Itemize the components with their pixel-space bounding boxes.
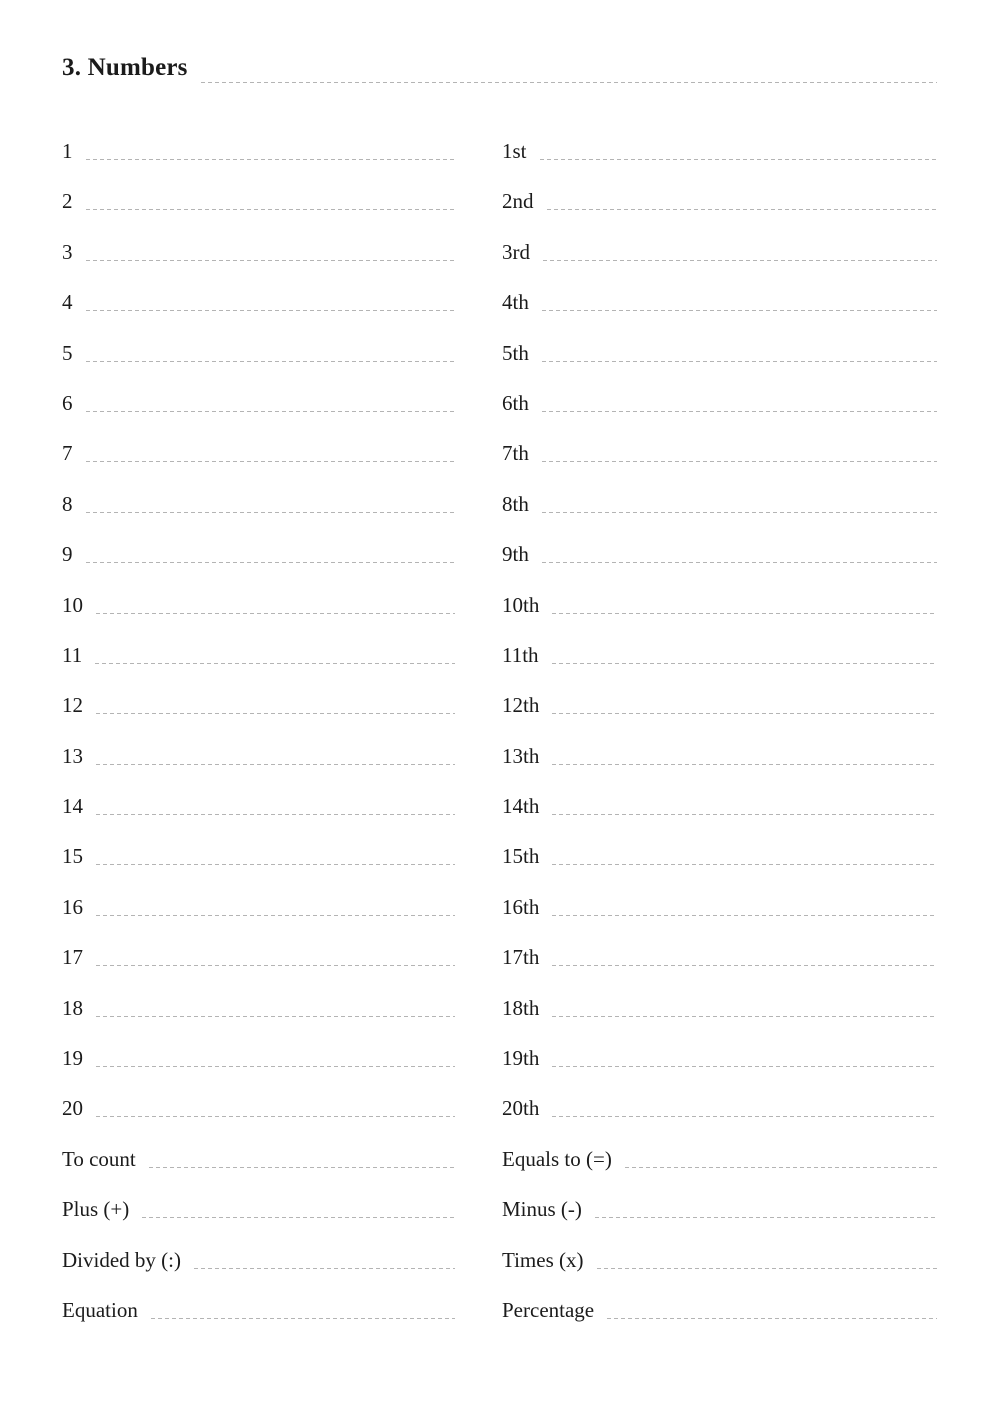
vocab-row xyxy=(62,227,455,277)
vocab-row xyxy=(502,680,937,730)
answer-line xyxy=(552,864,937,865)
vocab-row xyxy=(502,1285,937,1335)
term-label: 11th xyxy=(502,642,539,667)
numbers-column xyxy=(62,126,455,1335)
vocab-row xyxy=(502,983,937,1033)
vocab-columns xyxy=(62,126,937,1335)
vocab-row xyxy=(502,580,937,630)
term-label: 9 xyxy=(62,542,73,567)
vocab-row xyxy=(62,781,455,831)
answer-line xyxy=(542,512,937,513)
answer-line xyxy=(597,1268,938,1269)
term-label: 12th xyxy=(502,693,540,718)
section-header xyxy=(62,53,937,83)
answer-line xyxy=(96,613,455,614)
vocab-row xyxy=(502,479,937,529)
answer-line xyxy=(542,361,937,362)
answer-line xyxy=(552,915,937,916)
vocab-row xyxy=(62,1184,455,1234)
vocab-row xyxy=(62,1033,455,1083)
term-label: 16th xyxy=(502,894,540,919)
answer-line xyxy=(149,1167,455,1168)
answer-line xyxy=(86,512,456,513)
vocab-row xyxy=(502,1083,937,1133)
vocab-row xyxy=(502,1033,937,1083)
answer-line xyxy=(595,1217,937,1218)
vocab-row xyxy=(502,378,937,428)
term-label: Equation xyxy=(62,1297,138,1322)
vocab-row xyxy=(62,932,455,982)
answer-line xyxy=(86,209,456,210)
vocab-row xyxy=(62,831,455,881)
vocab-row xyxy=(62,328,455,378)
vocab-row xyxy=(62,630,455,680)
answer-line xyxy=(547,209,938,210)
vocab-row xyxy=(502,126,937,176)
vocab-row xyxy=(62,1134,455,1184)
title-answer-line xyxy=(201,82,937,83)
term-label: 15th xyxy=(502,844,540,869)
answer-line xyxy=(96,864,455,865)
term-label: To count xyxy=(62,1146,136,1171)
answer-line xyxy=(552,814,937,815)
term-label: 1 xyxy=(62,139,73,163)
ordinals-column xyxy=(502,126,937,1335)
answer-line xyxy=(552,764,937,765)
term-label: Times (x) xyxy=(502,1247,584,1272)
answer-line xyxy=(86,461,456,462)
term-label: Divided by (:) xyxy=(62,1247,181,1272)
answer-line xyxy=(96,965,455,966)
vocab-row xyxy=(502,781,937,831)
vocab-row xyxy=(62,479,455,529)
term-label: 10th xyxy=(502,592,540,617)
answer-line xyxy=(95,663,455,664)
vocab-row xyxy=(62,529,455,579)
vocab-row xyxy=(502,1184,937,1234)
vocab-row xyxy=(62,176,455,226)
vocab-row xyxy=(62,277,455,327)
term-label: 2nd xyxy=(502,189,534,214)
term-label: 17 xyxy=(62,945,83,970)
term-label: 5 xyxy=(62,340,73,365)
vocab-row xyxy=(502,176,937,226)
term-label: 15 xyxy=(62,844,83,869)
term-label: 19 xyxy=(62,1046,83,1071)
vocab-row xyxy=(62,983,455,1033)
answer-line xyxy=(543,260,937,261)
term-label: 13th xyxy=(502,743,540,768)
vocab-row xyxy=(502,227,937,277)
term-label: 12 xyxy=(62,693,83,718)
vocab-row xyxy=(502,428,937,478)
answer-line xyxy=(552,965,937,966)
term-label: 18th xyxy=(502,995,540,1020)
answer-line xyxy=(96,1016,455,1017)
answer-line xyxy=(96,764,455,765)
term-label: 20 xyxy=(62,1096,83,1121)
vocab-row xyxy=(502,630,937,680)
vocab-row xyxy=(62,882,455,932)
vocab-row xyxy=(502,882,937,932)
answer-line xyxy=(625,1167,937,1168)
vocab-row xyxy=(62,1285,455,1335)
answer-line xyxy=(552,1116,937,1117)
answer-line xyxy=(142,1217,455,1218)
answer-line xyxy=(542,310,937,311)
term-label: 16 xyxy=(62,894,83,919)
term-label: 9th xyxy=(502,542,529,567)
term-label: 8 xyxy=(62,491,73,516)
term-label: 6 xyxy=(62,390,73,415)
term-label: 3rd xyxy=(502,239,530,264)
answer-line xyxy=(194,1268,455,1269)
term-label: 11 xyxy=(62,642,83,667)
term-label: 7 xyxy=(62,441,73,466)
answer-line xyxy=(96,915,455,916)
answer-line xyxy=(86,562,456,563)
term-label: Percentage xyxy=(502,1297,595,1322)
vocab-row xyxy=(502,831,937,881)
answer-line xyxy=(607,1318,937,1319)
vocab-row xyxy=(62,1235,455,1285)
answer-line xyxy=(86,159,456,160)
vocab-row xyxy=(502,277,937,327)
answer-line xyxy=(86,260,456,261)
term-label: 19th xyxy=(502,1046,540,1071)
term-label: Minus (-) xyxy=(502,1197,582,1222)
term-label: Plus (+) xyxy=(62,1197,130,1222)
answer-line xyxy=(542,562,937,563)
vocab-row xyxy=(62,731,455,781)
answer-line xyxy=(151,1318,455,1319)
vocab-row xyxy=(502,932,937,982)
answer-line xyxy=(96,1066,455,1067)
term-label: 1st xyxy=(502,139,527,163)
vocab-row xyxy=(62,428,455,478)
answer-line xyxy=(96,1116,455,1117)
answer-line xyxy=(552,1016,937,1017)
answer-line xyxy=(542,461,937,462)
term-label: Equals to (=) xyxy=(502,1146,612,1171)
term-label: 18 xyxy=(62,995,83,1020)
vocab-row xyxy=(62,680,455,730)
answer-line xyxy=(86,361,456,362)
term-label: 6th xyxy=(502,390,529,415)
answer-line xyxy=(552,1066,937,1067)
answer-line xyxy=(552,713,937,714)
page-title: 3. Numbers xyxy=(62,54,188,81)
term-label: 10 xyxy=(62,592,83,617)
term-label: 8th xyxy=(502,491,529,516)
answer-line xyxy=(552,613,937,614)
answer-line xyxy=(542,411,937,412)
answer-line xyxy=(86,310,456,311)
answer-line xyxy=(86,411,456,412)
vocab-row xyxy=(502,328,937,378)
term-label: 3 xyxy=(62,239,73,264)
vocab-row xyxy=(62,580,455,630)
answer-line xyxy=(96,713,455,714)
term-label: 7th xyxy=(502,441,529,466)
vocab-row xyxy=(62,1083,455,1133)
vocab-row xyxy=(62,378,455,428)
answer-line xyxy=(540,159,937,160)
term-label: 20th xyxy=(502,1096,540,1121)
term-label: 4th xyxy=(502,290,529,315)
term-label: 17th xyxy=(502,945,540,970)
term-label: 4 xyxy=(62,290,73,315)
term-label: 5th xyxy=(502,340,529,365)
vocab-row xyxy=(502,731,937,781)
answer-line xyxy=(96,814,455,815)
vocab-row xyxy=(502,1235,937,1285)
term-label: 14th xyxy=(502,794,540,819)
term-label: 2 xyxy=(62,189,73,214)
term-label: 13 xyxy=(62,743,83,768)
vocab-row xyxy=(502,529,937,579)
vocab-row xyxy=(502,1134,937,1184)
vocab-row xyxy=(62,126,455,176)
answer-line xyxy=(552,663,937,664)
term-label: 14 xyxy=(62,794,83,819)
